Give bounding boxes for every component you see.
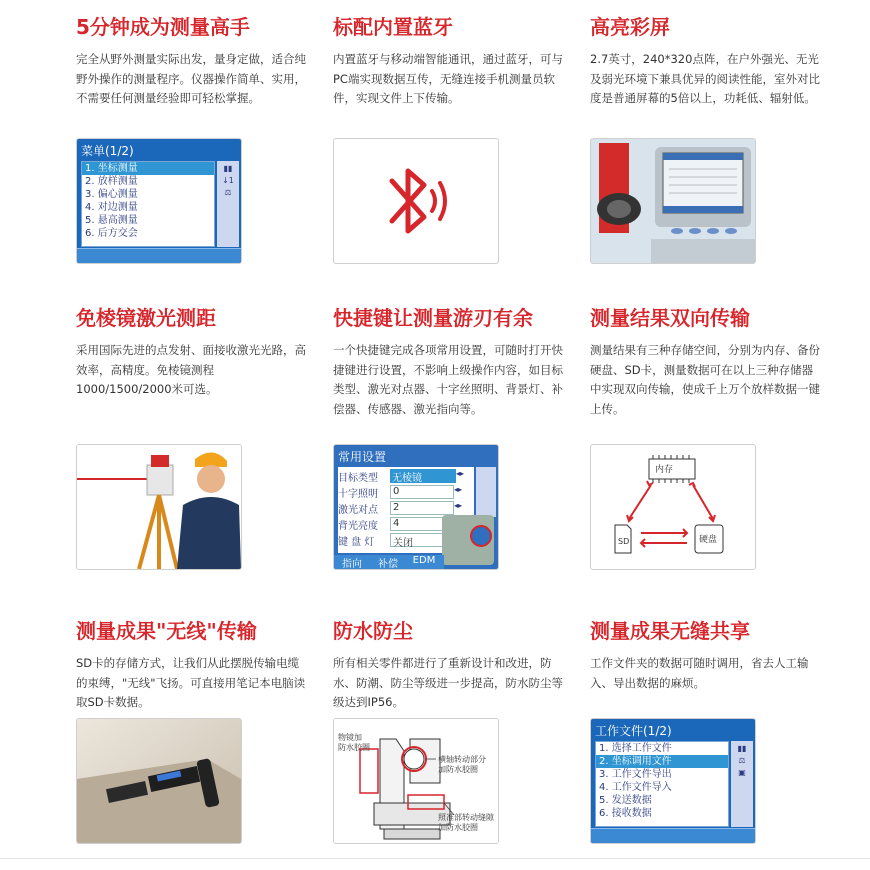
- workfile-item: 2. 坐标调用文件: [596, 755, 728, 768]
- settings-row: 背光亮度 4: [338, 517, 474, 531]
- bluetooth-image: [333, 138, 499, 264]
- workfile-footer: [591, 828, 755, 843]
- menu-item: 3. 偏心测量: [85, 189, 138, 200]
- gap-seal-label: 照准部转动缝隙 加防水胶圈: [438, 813, 494, 832]
- workfile-item: 1. 选择工作文件: [599, 743, 672, 754]
- storage-icon: ▣: [738, 768, 746, 777]
- feature-text: 测量结果有三种存储空间，分别为内存、备份硬盘、SD卡，测量数据可在以上三种存储器中实现双向传输，使成千上万个放样数据一键上传。: [590, 343, 820, 416]
- menu-item: 1. 坐标测量: [82, 162, 214, 175]
- settings-footer: 指向 补偿 EDM: [334, 555, 444, 569]
- arrows-icon: ◂▸: [454, 485, 463, 494]
- keypad-photo: [442, 515, 494, 565]
- feature-text: 采用国际先进的点发射、面接收激光光路，高效率，高精度。免棱镜测程1000/1500/2000米可选。: [76, 343, 306, 396]
- disk-label: 硬盘: [699, 535, 718, 545]
- menu-footer: [77, 248, 241, 263]
- feature-title: 标配内置蓝牙: [333, 15, 453, 39]
- settings-row: 激光对点 2 ◂▸: [338, 501, 474, 515]
- bluetooth-icon: [334, 139, 498, 263]
- scroll-icon: ↓1: [222, 176, 234, 185]
- workfile-item: 4. 工作文件导入: [599, 782, 672, 793]
- settings-row: 键 盘 灯 关闭: [338, 533, 474, 547]
- feature-sharing: [590, 618, 820, 693]
- surveyor-photo: [76, 444, 242, 570]
- feature-quick-master: [76, 14, 306, 109]
- feature-title: 防水防尘: [333, 619, 413, 643]
- feature-title: 测量结果双向传输: [590, 306, 750, 330]
- feature-title: 测量成果无缝共享: [590, 619, 750, 643]
- settings-title: 常用设置: [338, 450, 387, 464]
- feature-title: 快捷键让测量游刃有余: [333, 306, 533, 330]
- battery-icon: ▮▮: [737, 744, 747, 753]
- level-icon: ⚖: [224, 188, 232, 197]
- settings-screen-image: [333, 444, 499, 570]
- workfile-title: 工作文件(1/2): [595, 724, 672, 738]
- feature-wireless: [76, 618, 306, 713]
- feature-text: SD卡的存储方式，让我们从此摆脱传输电缆的束缚，"无线"飞扬。可直接用笔记本电脑读取SD卡数据。: [76, 656, 306, 709]
- axis-seal-label: 横轴转动部分 加防水胶圈: [438, 755, 486, 774]
- settings-row: 目标类型 无棱镜 ◂▸: [338, 469, 474, 483]
- bottom-divider: [0, 858, 870, 859]
- color-screen-photo: [590, 138, 756, 264]
- feature-title: 5分钟成为测量高手: [76, 15, 250, 39]
- menu-screen-image: [76, 138, 242, 264]
- objective-seal-label: 物镜加 防水胶圈: [338, 733, 370, 752]
- waterproof-diagram: [333, 718, 499, 844]
- feature-waterproof: [333, 618, 563, 713]
- workfile-item: 6. 接收数据: [599, 808, 652, 819]
- menu-item: 4. 对边测量: [85, 202, 138, 213]
- feature-color-screen: [590, 14, 820, 109]
- level-icon: ⚖: [738, 756, 746, 765]
- arrows-icon: ◂▸: [456, 469, 465, 478]
- menu-item: 6. 后方交会: [85, 228, 138, 239]
- feature-text: 工作文件夹的数据可随时调用，省去人工输入、导出数据的麻烦。: [590, 656, 809, 690]
- menu-title: 菜单(1/2): [81, 144, 134, 158]
- feature-reflectorless: [76, 305, 306, 400]
- arrows-icon: ◂▸: [454, 501, 463, 510]
- feature-bidirectional: [590, 305, 820, 419]
- menu-list: [81, 161, 215, 247]
- workfile-screen-image: [590, 718, 756, 844]
- side-icons: [731, 741, 753, 827]
- menu-item: 2. 放样测量: [85, 176, 138, 187]
- feature-text: 所有相关零件都进行了重新设计和改进，防水、防潮、防尘等级进一步提高，防水防尘等级达到IP56。: [333, 656, 563, 709]
- feature-title: 高亮彩屏: [590, 15, 670, 39]
- workfile-item: 3. 工作文件导出: [599, 769, 672, 780]
- workfile-list: [595, 741, 729, 827]
- feature-text: 完全从野外测量实际出发，量身定做，适合纯野外操作的测量程序。仪器操作简单、实用，不需要任何测量经验即可轻松掌握。: [76, 52, 306, 105]
- sd-label: SD: [618, 537, 630, 546]
- side-icons: [217, 161, 239, 247]
- feature-title: 测量成果"无线"传输: [76, 619, 257, 643]
- menu-item: 5. 悬高测量: [85, 215, 138, 226]
- feature-text: 一个快捷键完成各项常用设置，可随时打开快捷键进行设置，不影响上级操作内容，如目标类型、激光对点器、十字丝照明、背景灯、补偿器、传感器、激光指向等。: [333, 343, 563, 416]
- feature-text: 内置蓝牙与移动端智能通讯，通过蓝牙，可与PC端实现数据互传，无缝连接手机测量员软件，实现文件上下传输。: [333, 52, 563, 105]
- settings-row: 十字照明 0 ◂▸: [338, 485, 474, 499]
- sd-slot-photo: [76, 718, 242, 844]
- feature-bluetooth: [333, 14, 563, 109]
- storage-diagram: [590, 444, 756, 570]
- feature-shortcut: [333, 305, 563, 419]
- side-icons: [476, 467, 496, 517]
- workfile-item: 5. 发送数据: [599, 795, 652, 806]
- battery-icon: ▮▮: [223, 164, 233, 173]
- feature-title: 免棱镜激光测距: [76, 306, 216, 330]
- ram-label: 内存: [655, 465, 674, 475]
- feature-text: 2.7英寸，240*320点阵，在户外强光、无光及弱光环境下兼具优异的阅读性能，室外对比度是普通屏幕的5倍以上，功耗低、辐射低。: [590, 52, 820, 105]
- key-circle-icon: [470, 525, 492, 547]
